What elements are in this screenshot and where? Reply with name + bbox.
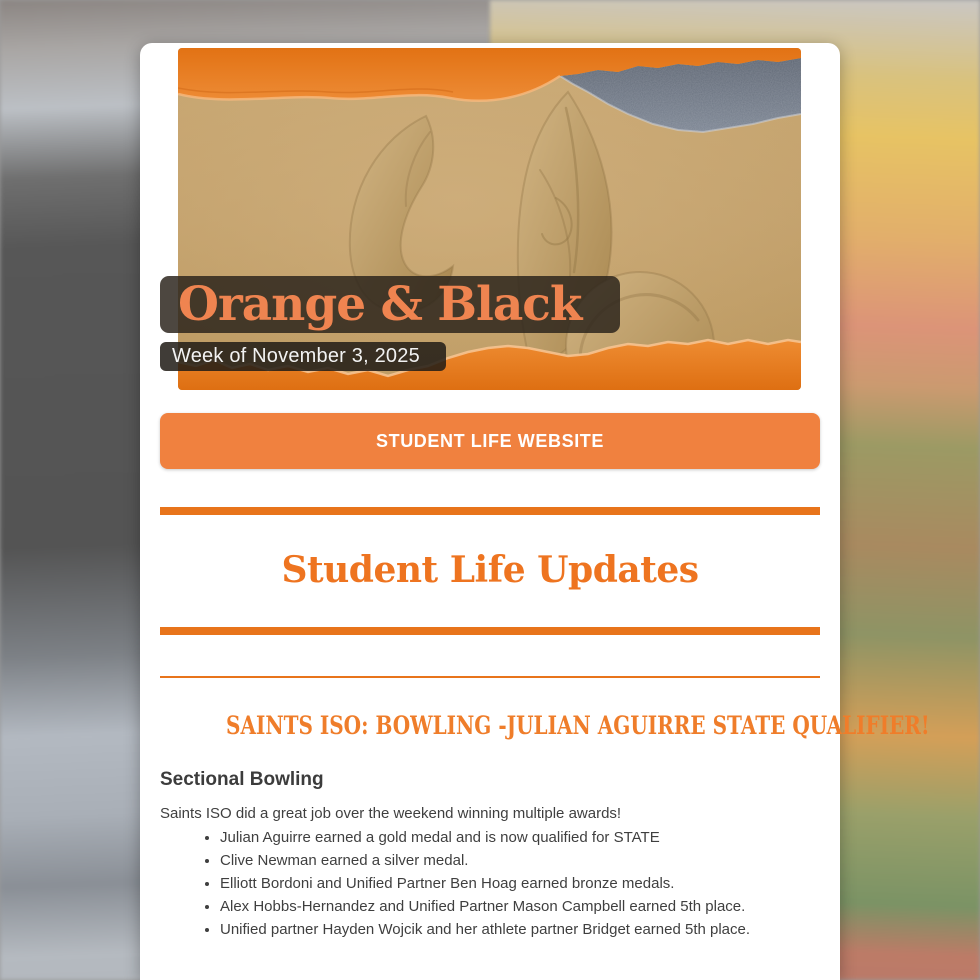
list-item: • Alex Hobbs-Hernandez and Unified Partner Mason Campbell earned 5th place. (220, 899, 820, 915)
fleur-de-lis-banner-image (178, 48, 801, 390)
student-life-website-button-label: STUDENT LIFE WEBSITE (376, 430, 604, 451)
list-item: • Clive Newman earned a silver medal. (220, 853, 820, 869)
list-item: • Elliott Bordoni and Unified Partner Ben Hoag earned bronze medals. (220, 876, 820, 892)
orange-divider-bottom (160, 627, 820, 635)
orange-divider-top (160, 507, 820, 515)
section-title: Student Life Updates (281, 549, 699, 591)
article-intro: Saints ISO did a great job over the weekend winning multiple awards! (160, 805, 622, 822)
article-subheading: Sectional Bowling (160, 769, 324, 790)
award-list (160, 830, 820, 938)
newsletter-card (140, 43, 930, 980)
banner-title: Orange & Black (178, 277, 582, 332)
list-item: • Unified partner Hayden Wojcik and her athlete partner Bridget earned 5th place. (220, 922, 820, 938)
banner-subtitle-box (160, 342, 446, 371)
banner-title-box (160, 276, 620, 333)
banner-subtitle: Week of November 3, 2025 (172, 345, 420, 367)
article-bowling (140, 711, 930, 938)
list-item: • Julian Aguirre earned a gold medal and is now qualified for STATE (220, 830, 820, 846)
student-life-website-button[interactable] (160, 413, 820, 469)
article-heading: SAINTS ISO: BOWLING -JULIAN AGUIRRE STATE QUALIFIER! (226, 711, 930, 740)
section-rule (160, 676, 820, 678)
newsletter-banner (140, 43, 840, 390)
